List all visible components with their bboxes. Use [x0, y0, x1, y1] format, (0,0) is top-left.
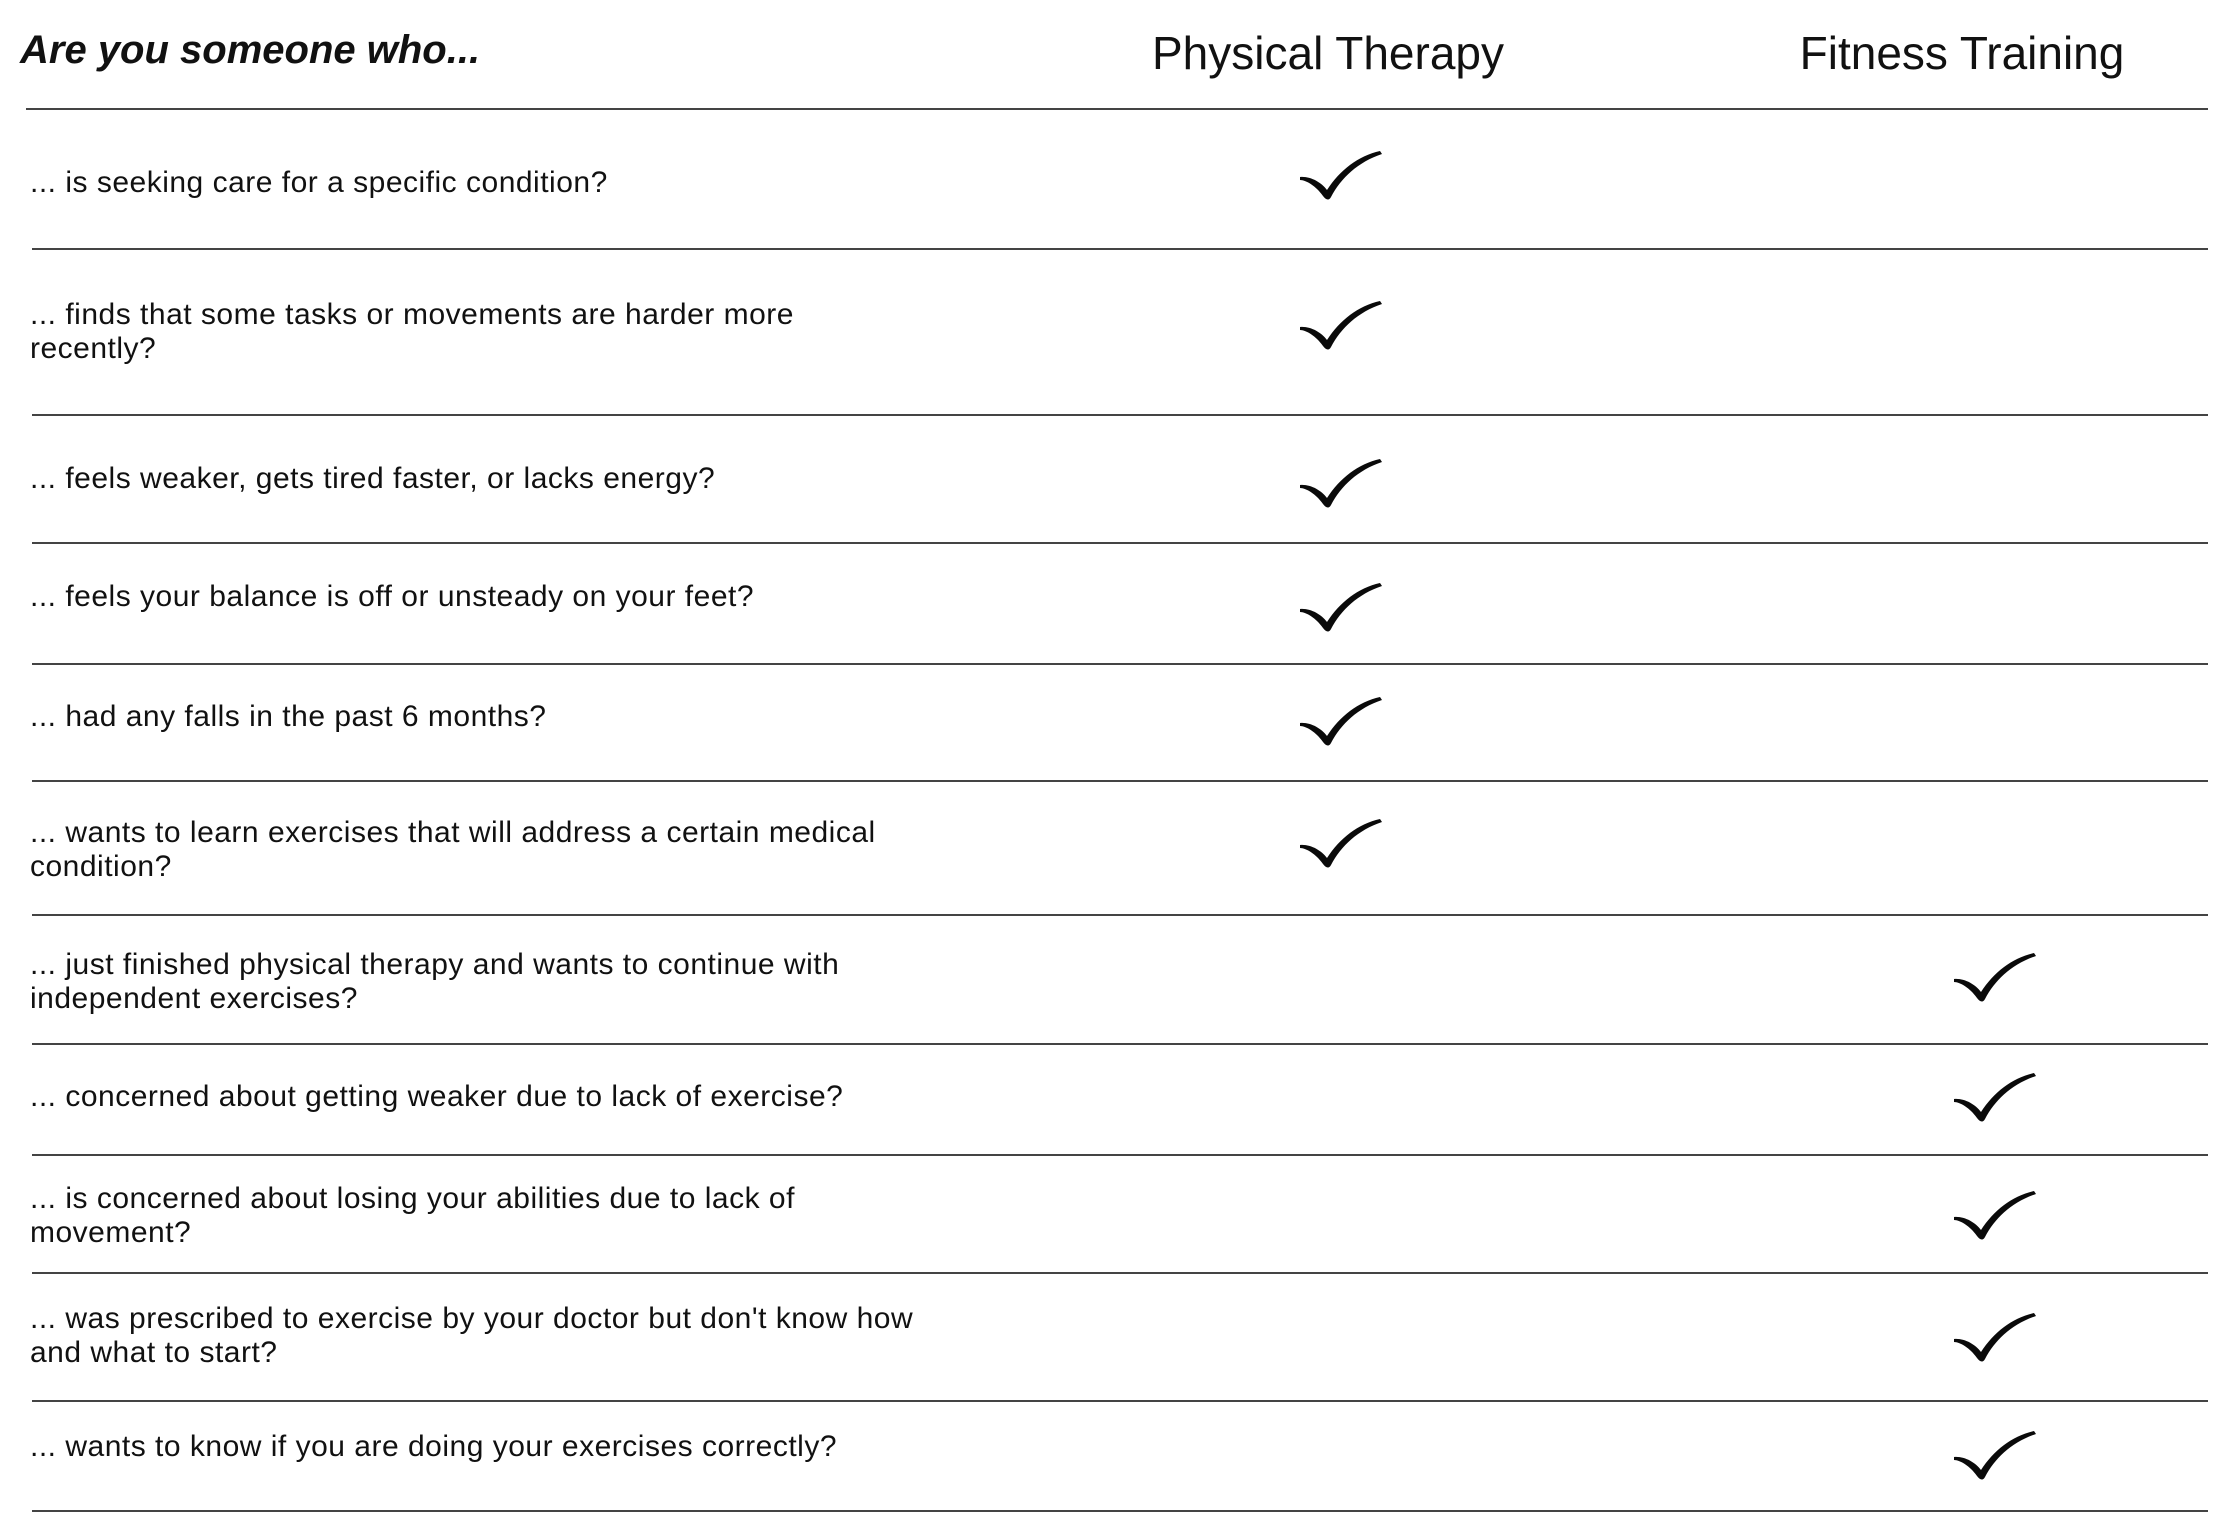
- row-divider: [32, 1154, 2208, 1156]
- checkmark-glyph: [1296, 696, 1386, 752]
- checkmark-glyph: [1950, 1072, 2040, 1128]
- row-label: ... feels weaker, gets tired faster, or lacks energy?: [30, 462, 716, 495]
- checkmark-glyph: [1296, 818, 1386, 874]
- physical-therapy-checkmark-icon: [1296, 818, 1386, 874]
- row-divider: [32, 414, 2208, 416]
- row-label: ... is concerned about losing your abilities due to lack of movement?: [30, 1182, 795, 1249]
- fitness-training-checkmark-icon: [1950, 1072, 2040, 1128]
- checkmark-glyph: [1296, 582, 1386, 638]
- row-label: ... just finished physical therapy and wants to continue with independent exercises?: [30, 948, 840, 1015]
- checkmark-glyph: [1296, 300, 1386, 356]
- row-divider: [32, 1043, 2208, 1045]
- fitness-training-checkmark-icon: [1950, 1430, 2040, 1486]
- physical-therapy-checkmark-icon: [1296, 582, 1386, 638]
- checkmark-glyph: [1950, 952, 2040, 1008]
- row-divider: [32, 1400, 2208, 1402]
- row-divider: [32, 914, 2208, 916]
- row-label: ... is seeking care for a specific condition?: [30, 166, 608, 199]
- fitness-training-checkmark-icon: [1950, 1190, 2040, 1246]
- row-divider: [32, 248, 2208, 250]
- row-label: ... concerned about getting weaker due to lack of exercise?: [30, 1080, 844, 1113]
- row-divider: [32, 780, 2208, 782]
- row-label: ... had any falls in the past 6 months?: [30, 700, 547, 733]
- row-label: ... wants to learn exercises that will address a certain medical condition?: [30, 816, 876, 883]
- row-label: ... feels your balance is off or unsteady on your feet?: [30, 580, 755, 613]
- checkmark-glyph: [1950, 1190, 2040, 1246]
- checkmark-glyph: [1296, 458, 1386, 514]
- fitness-training-checkmark-icon: [1950, 1312, 2040, 1368]
- checkmark-glyph: [1950, 1312, 2040, 1368]
- physical-therapy-checkmark-icon: [1296, 458, 1386, 514]
- checkmark-glyph: [1296, 150, 1386, 206]
- header-divider: [26, 108, 2208, 110]
- row-divider: [32, 663, 2208, 665]
- row-label: ... was prescribed to exercise by your doctor but don't know how and what to start?: [30, 1302, 914, 1369]
- physical-therapy-checkmark-icon: [1296, 696, 1386, 752]
- row-label: ... finds that some tasks or movements are harder more recently?: [30, 298, 794, 365]
- table-header-question: Are you someone who...: [20, 28, 481, 72]
- physical-therapy-checkmark-icon: [1296, 150, 1386, 206]
- column-header-physical-therapy: Physical Therapy: [1152, 27, 1504, 79]
- physical-therapy-checkmark-icon: [1296, 300, 1386, 356]
- row-divider: [32, 1510, 2208, 1512]
- row-divider: [32, 1272, 2208, 1274]
- fitness-training-checkmark-icon: [1950, 952, 2040, 1008]
- column-header-fitness-training: Fitness Training: [1799, 27, 2125, 79]
- row-label: ... wants to know if you are doing your exercises correctly?: [30, 1430, 838, 1463]
- row-divider: [32, 542, 2208, 544]
- checkmark-glyph: [1950, 1430, 2040, 1486]
